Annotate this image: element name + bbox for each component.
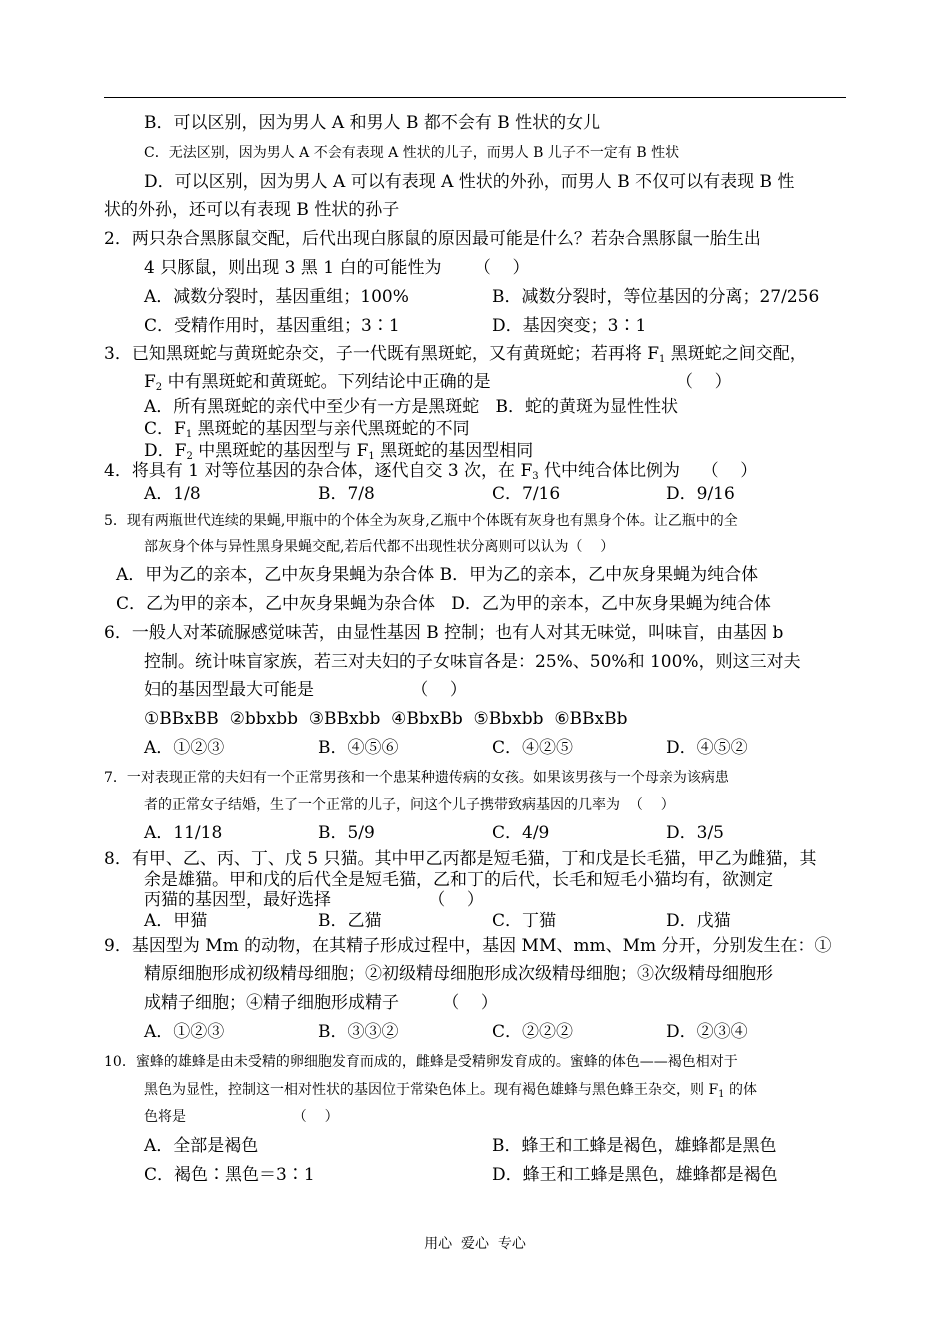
q8-option-a: A．甲猫 xyxy=(144,911,208,931)
q4-option-d: D．9/16 xyxy=(666,484,735,504)
q8-stem-cont2: 丙猫的基因型，最好选择 （ ） xyxy=(144,890,484,910)
q10-stem-cont2: 色将是 （ ） xyxy=(144,1109,339,1125)
q9-option-b: B．③③② xyxy=(318,1022,399,1042)
q4-option-c: C．7/16 xyxy=(492,484,561,504)
q6-genotype-list: ①BBxBB ②bbxbb ③BBxbb ④BbxBb ⑤Bbxbb ⑥BBxBb xyxy=(144,709,628,729)
q10-option-c: C．褐色∶黑色＝3∶1 xyxy=(144,1165,315,1185)
q2-option-b: B．减数分裂时，等位基因的分离；27/256 xyxy=(492,287,820,307)
q6-option-d: D．④⑤② xyxy=(666,738,748,758)
q10-option-a: A．全部是褐色 xyxy=(144,1136,259,1156)
q3-option-c: C．$F_1$ 黑斑蛇的基因型与亲代黑斑蛇的不同 xyxy=(144,419,470,440)
q3-answer-paren: （ ） xyxy=(676,372,732,392)
q7-stem-cont: 者的正常女子结婚，生了一个正常的儿子，问这个儿子携带致病基因的几率为 （ ） xyxy=(144,797,675,813)
q2-option-c: C．受精作用时，基因重组；3∶1 xyxy=(144,316,400,336)
q6-option-c: C．④②⑤ xyxy=(492,738,574,758)
q10-stem: 10．蜜蜂的雄蜂是由未受精的卵细胞发育而成的，雌蜂是受精卵发育成的。蜜蜂的体色——褐色相对于 xyxy=(104,1054,738,1070)
q3-stem: 3．已知黑斑蛇与黄斑蛇杂交，子一代既有黑斑蛇，又有黄斑蛇；若再将 $F_1$ 黑斑蛇之间交配， xyxy=(104,344,807,365)
q5-option-cd: C．乙为甲的亲本，乙中灰身果蝇为杂合体 D．乙为甲的亲本，乙中灰身果蝇为纯合体 xyxy=(116,594,771,614)
q7-option-c: C．4/9 xyxy=(492,823,550,843)
q9-stem: 9．基因型为 Mm 的动物，在其精子形成过程中，基因 MM、mm、Mm 分开，分别发生在：① xyxy=(104,936,832,956)
header-rule xyxy=(104,97,846,98)
q1-option-d: D．可以区别，因为男人 A 可以有表现 A 性状的外孙，而男人 B 不仅可以有表现 B 性 xyxy=(144,172,795,192)
q6-stem-cont: 控制。统计味盲家族，若三对夫妇的子女味盲各是：25%、50%和 100%，则这三对夫 xyxy=(144,652,801,672)
q8-option-b: B．乙猫 xyxy=(318,911,382,931)
q1-option-b: B．可以区别，因为男人 A 和男人 B 都不会有 B 性状的女儿 xyxy=(144,113,601,133)
q10-stem-cont: 黑色为显性，控制这一相对性状的基因位于常染色体上。现有褐色雄蜂与黑色蜂王杂交，则 $F_1$ 的体 xyxy=(144,1082,757,1100)
q4-stem: 4．将具有 1 对等位基因的杂合体，逐代自交 3 次，在 $F_3$ 代中纯合体比例为 （ ） xyxy=(104,461,758,482)
q6-option-a: A．①②③ xyxy=(144,738,225,758)
q7-option-d: D．3/5 xyxy=(666,823,724,843)
q6-stem-cont2: 妇的基因型最大可能是 （ ） xyxy=(144,680,467,700)
q7-option-a: A．11/18 xyxy=(144,823,223,843)
q5-stem: 5．现有两瓶世代连续的果蝇,甲瓶中的个体全为灰身,乙瓶中个体既有灰身也有黑身个体。让乙瓶中的全 xyxy=(104,513,738,529)
q8-stem: 8．有甲、乙、丙、丁、戊 5 只猫。其中甲乙丙都是短毛猫，丁和戊是长毛猫，甲乙为雌猫，其 xyxy=(104,849,817,869)
q8-option-c: C．丁猫 xyxy=(492,911,557,931)
q8-option-d: D．戊猫 xyxy=(666,911,731,931)
page-footer: 用心 爱心 专心 xyxy=(424,1236,526,1252)
q3-option-ab: A．所有黑斑蛇的亲代中至少有一方是黑斑蛇 B．蛇的黄斑为显性性状 xyxy=(144,397,678,417)
q10-option-b: B．蜂王和工蜂是褐色，雄蜂都是黑色 xyxy=(492,1136,777,1156)
q6-option-b: B．④⑤⑥ xyxy=(318,738,399,758)
q3-stem-cont: $F_2$ 中有黑斑蛇和黄斑蛇。下列结论中正确的是 xyxy=(144,372,491,393)
q9-stem-cont2: 成精子细胞；④精子细胞形成精子 （ ） xyxy=(144,993,498,1013)
q4-option-b: B．7/8 xyxy=(318,484,375,504)
q1-option-d-cont: 状的外孙，还可以有表现 B 性状的孙子 xyxy=(104,200,400,220)
q7-stem: 7．一对表现正常的夫妇有一个正常男孩和一个患某种遗传病的女孩。如果该男孩与一个母亲为该病患 xyxy=(104,770,729,786)
q9-option-a: A．①②③ xyxy=(144,1022,225,1042)
q3-option-d: D．$F_2$ 中黑斑蛇的基因型与 $F_1$ 黑斑蛇的基因型相同 xyxy=(144,441,534,462)
q2-stem: 2．两只杂合黑豚鼠交配，后代出现白豚鼠的原因最可能是什么？若杂合黑豚鼠一胎生出 xyxy=(104,229,761,249)
q5-option-ab: A．甲为乙的亲本，乙中灰身果蝇为杂合体 B．甲为乙的亲本，乙中灰身果蝇为纯合体 xyxy=(116,565,759,585)
q2-stem-cont: 4 只豚鼠，则出现 3 黑 1 白的可能性为 （ ） xyxy=(144,258,530,278)
q2-option-a: A．减数分裂时，基因重组；100% xyxy=(144,287,409,307)
q8-stem-cont: 余是雄猫。甲和戊的后代全是短毛猫，乙和丁的后代，长毛和短毛小猫均有，欲测定 xyxy=(144,870,773,890)
q4-option-a: A．1/8 xyxy=(144,484,201,504)
q7-option-b: B．5/9 xyxy=(318,823,375,843)
q6-stem: 6．一般人对苯硫脲感觉味苦，由显性基因 B 控制；也有人对其无味觉，叫味盲，由基因 b xyxy=(104,623,784,643)
q9-stem-cont: 精原细胞形成初级精母细胞；②初级精母细胞形成次级精母细胞；③次级精母细胞形 xyxy=(144,964,773,984)
q9-option-d: D．②③④ xyxy=(666,1022,748,1042)
q2-option-d: D．基因突变；3∶1 xyxy=(492,316,647,336)
q10-option-d: D．蜂王和工蜂是黑色，雄蜂都是褐色 xyxy=(492,1165,778,1185)
q9-option-c: C．②②② xyxy=(492,1022,574,1042)
q1-option-c: C．无法区别，因为男人 A 不会有表现 A 性状的儿子，而男人 B 儿子不一定有 B 性状 xyxy=(144,145,680,161)
q5-stem-cont: 部灰身个体与异性黑身果蝇交配,若后代都不出现性状分离则可以认为（ ） xyxy=(144,539,615,555)
